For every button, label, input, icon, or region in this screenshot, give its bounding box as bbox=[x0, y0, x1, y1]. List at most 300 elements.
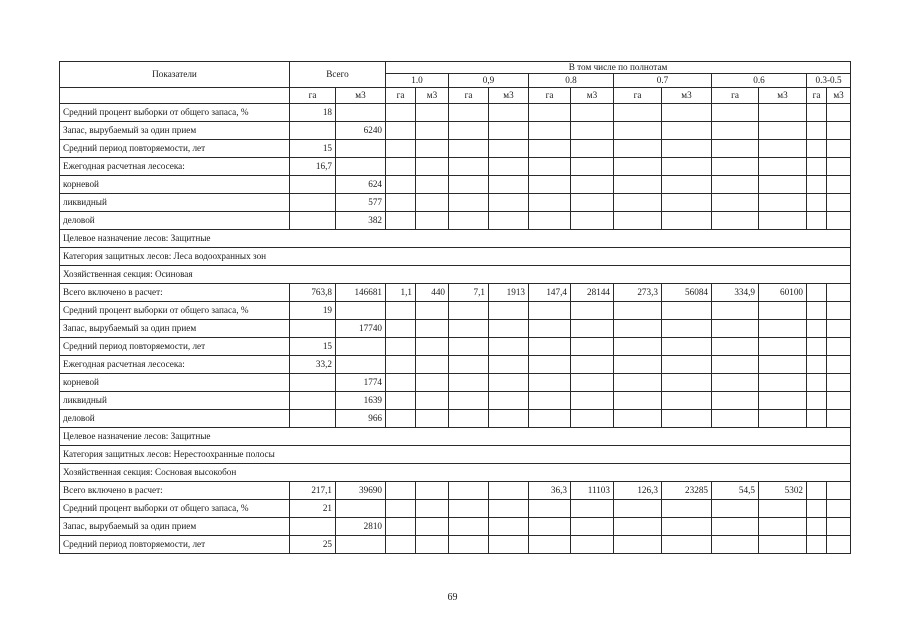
density-value-cell bbox=[827, 500, 851, 518]
table-row bbox=[60, 518, 851, 536]
total-ha-cell bbox=[290, 518, 336, 536]
total-ha-cell bbox=[290, 194, 336, 212]
total-ha-cell: 18 bbox=[290, 104, 336, 122]
density-value-cell bbox=[807, 356, 827, 374]
density-value-cell bbox=[807, 374, 827, 392]
total-ha-cell bbox=[290, 176, 336, 194]
density-value-cell bbox=[489, 374, 529, 392]
density-value-cell bbox=[614, 518, 662, 536]
density-value-cell bbox=[489, 320, 529, 338]
table-row bbox=[60, 482, 851, 500]
density-value-cell bbox=[712, 518, 759, 536]
density-value-cell bbox=[807, 176, 827, 194]
row-label: деловой bbox=[60, 410, 290, 428]
density-value-cell bbox=[529, 338, 571, 356]
density-value-cell bbox=[827, 212, 851, 230]
density-value-cell bbox=[807, 518, 827, 536]
density-value-cell bbox=[449, 338, 489, 356]
density-value-cell bbox=[529, 104, 571, 122]
density-value-cell bbox=[614, 158, 662, 176]
density-value-cell bbox=[712, 158, 759, 176]
density-value-cell bbox=[529, 410, 571, 428]
density-value-cell bbox=[449, 158, 489, 176]
density-value-cell bbox=[614, 176, 662, 194]
density-value-cell bbox=[571, 374, 614, 392]
density-value-cell bbox=[662, 410, 712, 428]
density-value-cell bbox=[759, 212, 807, 230]
density-value-cell bbox=[827, 518, 851, 536]
density-value-cell bbox=[489, 500, 529, 518]
density-value-cell: 36,3 bbox=[529, 482, 571, 500]
density-value-cell bbox=[571, 518, 614, 536]
total-ha-cell: 217,1 bbox=[290, 482, 336, 500]
density-value-cell bbox=[571, 320, 614, 338]
table-row bbox=[60, 446, 851, 464]
total-m3-cell bbox=[336, 536, 386, 554]
density-value-cell bbox=[759, 104, 807, 122]
density-value-cell bbox=[416, 356, 449, 374]
density-value-cell bbox=[827, 158, 851, 176]
row-label: ликвидный bbox=[60, 194, 290, 212]
density-value-cell bbox=[827, 122, 851, 140]
density-value-cell bbox=[449, 356, 489, 374]
total-ha-cell: 21 bbox=[290, 500, 336, 518]
density-value-cell bbox=[386, 338, 416, 356]
density-value-cell bbox=[386, 482, 416, 500]
unit-header-m3: м3 bbox=[759, 88, 807, 104]
table-row bbox=[60, 302, 851, 320]
density-value-cell bbox=[827, 302, 851, 320]
total-m3-cell: 1639 bbox=[336, 392, 386, 410]
density-value-cell bbox=[759, 392, 807, 410]
section-label: Категория защитных лесов: Леса водоохранных зон bbox=[60, 248, 851, 266]
density-value-cell bbox=[759, 374, 807, 392]
unit-header-row bbox=[60, 88, 851, 104]
total-header: Всего bbox=[290, 62, 386, 88]
unit-header-ha: га bbox=[807, 88, 827, 104]
density-value-cell: 440 bbox=[416, 284, 449, 302]
density-value-cell: 126,3 bbox=[614, 482, 662, 500]
density-value-cell bbox=[614, 212, 662, 230]
density-value-cell bbox=[449, 410, 489, 428]
density-value-cell bbox=[827, 410, 851, 428]
density-value-cell bbox=[614, 356, 662, 374]
density-value-cell bbox=[386, 104, 416, 122]
density-value-cell bbox=[712, 536, 759, 554]
density-value-cell bbox=[529, 320, 571, 338]
density-value-cell bbox=[416, 410, 449, 428]
table-row bbox=[60, 266, 851, 284]
density-value-cell bbox=[449, 392, 489, 410]
total-ha-cell: 15 bbox=[290, 140, 336, 158]
density-value-cell bbox=[662, 104, 712, 122]
density-value-cell bbox=[449, 122, 489, 140]
density-value-cell bbox=[807, 122, 827, 140]
density-value-cell bbox=[489, 302, 529, 320]
density-value-cell bbox=[712, 176, 759, 194]
density-value-cell bbox=[662, 140, 712, 158]
density-value-cell bbox=[807, 410, 827, 428]
density-value-cell bbox=[489, 194, 529, 212]
row-label: Средний период повторяемости, лет bbox=[60, 338, 290, 356]
density-value-cell bbox=[827, 356, 851, 374]
section-label: Целевое назначение лесов: Защитные bbox=[60, 428, 851, 446]
density-value-cell bbox=[416, 536, 449, 554]
density-value-cell bbox=[759, 518, 807, 536]
density-value-cell bbox=[571, 500, 614, 518]
row-label: Запас, вырубаемый за один прием bbox=[60, 122, 290, 140]
density-value-cell bbox=[712, 356, 759, 374]
unit-header-ha: га bbox=[614, 88, 662, 104]
total-m3-cell: 6240 bbox=[336, 122, 386, 140]
density-value-cell bbox=[712, 374, 759, 392]
density-value-cell bbox=[807, 140, 827, 158]
density-value-cell bbox=[712, 104, 759, 122]
density-value-cell bbox=[449, 302, 489, 320]
row-label: Всего включено в расчет: bbox=[60, 482, 290, 500]
density-value-cell bbox=[416, 320, 449, 338]
density-header-2: 0.8 bbox=[529, 74, 614, 88]
density-value-cell: 7,1 bbox=[449, 284, 489, 302]
density-value-cell bbox=[571, 410, 614, 428]
total-m3-cell: 39690 bbox=[336, 482, 386, 500]
density-value-cell bbox=[571, 176, 614, 194]
density-value-cell bbox=[386, 392, 416, 410]
indicators-unit-blank bbox=[60, 88, 290, 104]
density-value-cell bbox=[416, 176, 449, 194]
density-value-cell bbox=[571, 194, 614, 212]
total-m3-cell: 966 bbox=[336, 410, 386, 428]
total-m3-cell: 382 bbox=[336, 212, 386, 230]
density-value-cell bbox=[449, 140, 489, 158]
density-value-cell bbox=[759, 536, 807, 554]
density-value-cell bbox=[712, 212, 759, 230]
unit-header-m3: м3 bbox=[489, 88, 529, 104]
density-value-cell: 60100 bbox=[759, 284, 807, 302]
density-value-cell bbox=[449, 104, 489, 122]
density-value-cell bbox=[807, 500, 827, 518]
row-label: Средний процент выборки от общего запаса, % bbox=[60, 104, 290, 122]
density-value-cell bbox=[614, 104, 662, 122]
row-label: Средний процент выборки от общего запаса, % bbox=[60, 302, 290, 320]
density-value-cell bbox=[416, 158, 449, 176]
density-value-cell bbox=[759, 122, 807, 140]
density-value-cell bbox=[662, 536, 712, 554]
total-ha-cell bbox=[290, 410, 336, 428]
density-value-cell bbox=[489, 536, 529, 554]
row-label: Средний период повторяемости, лет bbox=[60, 140, 290, 158]
row-label: деловой bbox=[60, 212, 290, 230]
row-label: Ежегодная расчетная лесосека: bbox=[60, 158, 290, 176]
density-value-cell bbox=[529, 518, 571, 536]
density-value-cell bbox=[827, 194, 851, 212]
density-value-cell bbox=[662, 194, 712, 212]
density-value-cell bbox=[529, 140, 571, 158]
density-value-cell bbox=[416, 500, 449, 518]
density-value-cell bbox=[386, 356, 416, 374]
table-row bbox=[60, 284, 851, 302]
table-row bbox=[60, 410, 851, 428]
total-m3-cell bbox=[336, 104, 386, 122]
density-value-cell bbox=[712, 500, 759, 518]
density-value-cell bbox=[529, 194, 571, 212]
density-value-cell bbox=[489, 392, 529, 410]
total-ha-cell bbox=[290, 212, 336, 230]
density-value-cell bbox=[386, 500, 416, 518]
density-value-cell bbox=[759, 158, 807, 176]
density-header-3: 0.7 bbox=[614, 74, 712, 88]
density-value-cell: 334,9 bbox=[712, 284, 759, 302]
table-row bbox=[60, 374, 851, 392]
unit-header-m3: м3 bbox=[336, 88, 386, 104]
density-value-cell bbox=[386, 518, 416, 536]
total-m3-cell bbox=[336, 338, 386, 356]
total-m3-cell: 1774 bbox=[336, 374, 386, 392]
density-value-cell bbox=[827, 482, 851, 500]
total-m3-cell: 624 bbox=[336, 176, 386, 194]
density-value-cell bbox=[416, 482, 449, 500]
density-value-cell: 28144 bbox=[571, 284, 614, 302]
row-label: Всего включено в расчет: bbox=[60, 284, 290, 302]
density-value-cell bbox=[614, 320, 662, 338]
density-value-cell bbox=[449, 194, 489, 212]
density-value-cell bbox=[614, 410, 662, 428]
unit-header-ha: га bbox=[386, 88, 416, 104]
density-value-cell bbox=[827, 392, 851, 410]
density-value-cell bbox=[614, 194, 662, 212]
table-row bbox=[60, 338, 851, 356]
section-label: Целевое назначение лесов: Защитные bbox=[60, 230, 851, 248]
density-value-cell bbox=[529, 302, 571, 320]
density-value-cell bbox=[571, 140, 614, 158]
density-value-cell bbox=[614, 122, 662, 140]
total-ha-cell: 16,7 bbox=[290, 158, 336, 176]
density-value-cell bbox=[759, 320, 807, 338]
density-value-cell bbox=[529, 122, 571, 140]
table-row bbox=[60, 428, 851, 446]
density-value-cell bbox=[571, 338, 614, 356]
section-label: Хозяйственная секция: Осиновая bbox=[60, 266, 851, 284]
density-value-cell bbox=[827, 104, 851, 122]
unit-header-m3: м3 bbox=[571, 88, 614, 104]
density-value-cell bbox=[386, 536, 416, 554]
density-value-cell: 23285 bbox=[662, 482, 712, 500]
density-value-cell bbox=[529, 500, 571, 518]
density-value-cell bbox=[529, 374, 571, 392]
forest-cutting-table bbox=[59, 61, 851, 554]
total-ha-cell bbox=[290, 392, 336, 410]
density-value-cell bbox=[662, 518, 712, 536]
density-value-cell bbox=[759, 302, 807, 320]
table-row bbox=[60, 176, 851, 194]
density-value-cell bbox=[386, 158, 416, 176]
total-ha-cell bbox=[290, 122, 336, 140]
table-row bbox=[60, 104, 851, 122]
density-value-cell bbox=[759, 410, 807, 428]
density-value-cell bbox=[827, 176, 851, 194]
density-value-cell bbox=[827, 338, 851, 356]
density-value-cell bbox=[571, 536, 614, 554]
density-value-cell bbox=[449, 320, 489, 338]
density-value-cell bbox=[614, 536, 662, 554]
density-value-cell bbox=[759, 176, 807, 194]
density-value-cell bbox=[807, 284, 827, 302]
table-row bbox=[60, 248, 851, 266]
density-value-cell bbox=[416, 374, 449, 392]
density-value-cell bbox=[489, 140, 529, 158]
total-m3-cell bbox=[336, 302, 386, 320]
density-value-cell bbox=[807, 338, 827, 356]
density-value-cell bbox=[759, 194, 807, 212]
density-value-cell bbox=[614, 302, 662, 320]
total-m3-cell: 2810 bbox=[336, 518, 386, 536]
density-value-cell bbox=[662, 338, 712, 356]
density-group-header: В том числе по полнотам bbox=[386, 62, 851, 74]
density-value-cell bbox=[416, 338, 449, 356]
density-value-cell bbox=[662, 176, 712, 194]
table-body bbox=[60, 104, 851, 554]
row-label: корневой bbox=[60, 176, 290, 194]
density-value-cell bbox=[386, 212, 416, 230]
total-m3-cell: 146681 bbox=[336, 284, 386, 302]
row-label: ликвидный bbox=[60, 392, 290, 410]
total-m3-cell bbox=[336, 140, 386, 158]
density-value-cell bbox=[662, 356, 712, 374]
total-ha-cell: 19 bbox=[290, 302, 336, 320]
density-value-cell bbox=[416, 518, 449, 536]
density-value-cell bbox=[807, 194, 827, 212]
table-row bbox=[60, 356, 851, 374]
density-value-cell bbox=[662, 320, 712, 338]
density-value-cell bbox=[571, 158, 614, 176]
header-row-1 bbox=[60, 62, 851, 74]
density-value-cell bbox=[759, 356, 807, 374]
density-value-cell bbox=[571, 302, 614, 320]
page-number: 69 bbox=[447, 592, 458, 603]
density-value-cell bbox=[416, 104, 449, 122]
table-row bbox=[60, 194, 851, 212]
density-value-cell bbox=[827, 374, 851, 392]
density-value-cell bbox=[712, 392, 759, 410]
density-value-cell bbox=[529, 176, 571, 194]
density-value-cell bbox=[827, 140, 851, 158]
density-value-cell bbox=[416, 302, 449, 320]
total-ha-cell: 15 bbox=[290, 338, 336, 356]
indicators-header: Показатели bbox=[60, 62, 290, 88]
density-value-cell bbox=[416, 140, 449, 158]
table-row bbox=[60, 536, 851, 554]
density-value-cell bbox=[827, 284, 851, 302]
unit-header-m3: м3 bbox=[416, 88, 449, 104]
density-value-cell bbox=[759, 140, 807, 158]
table-row bbox=[60, 320, 851, 338]
density-value-cell bbox=[807, 392, 827, 410]
density-value-cell bbox=[712, 320, 759, 338]
density-value-cell bbox=[614, 392, 662, 410]
density-value-cell bbox=[662, 392, 712, 410]
density-value-cell bbox=[614, 140, 662, 158]
table-row bbox=[60, 392, 851, 410]
density-value-cell bbox=[489, 158, 529, 176]
density-value-cell bbox=[807, 320, 827, 338]
density-value-cell bbox=[827, 536, 851, 554]
unit-header-ha: га bbox=[712, 88, 759, 104]
density-value-cell bbox=[571, 392, 614, 410]
density-value-cell bbox=[807, 212, 827, 230]
density-value-cell: 147,4 bbox=[529, 284, 571, 302]
density-value-cell bbox=[712, 410, 759, 428]
density-value-cell bbox=[416, 212, 449, 230]
density-value-cell bbox=[449, 518, 489, 536]
section-label: Категория защитных лесов: Нерестоохранные полосы bbox=[60, 446, 851, 464]
density-value-cell bbox=[386, 194, 416, 212]
density-value-cell bbox=[529, 158, 571, 176]
density-value-cell bbox=[807, 158, 827, 176]
density-value-cell: 273,3 bbox=[614, 284, 662, 302]
density-value-cell bbox=[827, 320, 851, 338]
density-value-cell bbox=[529, 392, 571, 410]
density-value-cell bbox=[489, 176, 529, 194]
density-value-cell bbox=[571, 104, 614, 122]
density-value-cell bbox=[712, 194, 759, 212]
density-value-cell: 5302 bbox=[759, 482, 807, 500]
density-header-0: 1.0 bbox=[386, 74, 449, 88]
density-value-cell bbox=[449, 374, 489, 392]
density-value-cell bbox=[416, 122, 449, 140]
density-value-cell: 56084 bbox=[662, 284, 712, 302]
total-m3-cell bbox=[336, 356, 386, 374]
density-value-cell: 11103 bbox=[571, 482, 614, 500]
density-value-cell bbox=[529, 536, 571, 554]
density-value-cell bbox=[614, 338, 662, 356]
table-row bbox=[60, 122, 851, 140]
density-value-cell bbox=[489, 212, 529, 230]
density-value-cell: 1913 bbox=[489, 284, 529, 302]
density-value-cell bbox=[807, 536, 827, 554]
density-value-cell bbox=[571, 212, 614, 230]
density-value-cell bbox=[712, 140, 759, 158]
density-value-cell bbox=[449, 176, 489, 194]
row-label: Ежегодная расчетная лесосека: bbox=[60, 356, 290, 374]
density-value-cell bbox=[386, 176, 416, 194]
density-value-cell bbox=[489, 104, 529, 122]
total-ha-cell: 25 bbox=[290, 536, 336, 554]
total-m3-cell bbox=[336, 500, 386, 518]
density-value-cell bbox=[712, 338, 759, 356]
total-m3-cell: 17740 bbox=[336, 320, 386, 338]
density-value-cell bbox=[386, 302, 416, 320]
density-value-cell bbox=[712, 122, 759, 140]
density-value-cell: 1,1 bbox=[386, 284, 416, 302]
total-m3-cell bbox=[336, 158, 386, 176]
density-value-cell bbox=[571, 122, 614, 140]
unit-header-ha: га bbox=[529, 88, 571, 104]
row-label: Запас, вырубаемый за один прием bbox=[60, 518, 290, 536]
density-value-cell bbox=[759, 500, 807, 518]
density-value-cell bbox=[614, 374, 662, 392]
density-value-cell bbox=[614, 500, 662, 518]
density-value-cell bbox=[807, 104, 827, 122]
density-value-cell bbox=[662, 500, 712, 518]
density-value-cell bbox=[759, 338, 807, 356]
density-value-cell bbox=[416, 194, 449, 212]
total-ha-cell: 33,2 bbox=[290, 356, 336, 374]
row-label: Средний период повторяемости, лет bbox=[60, 536, 290, 554]
density-value-cell bbox=[662, 122, 712, 140]
density-value-cell bbox=[449, 482, 489, 500]
density-value-cell bbox=[807, 482, 827, 500]
density-value-cell: 54,5 bbox=[712, 482, 759, 500]
